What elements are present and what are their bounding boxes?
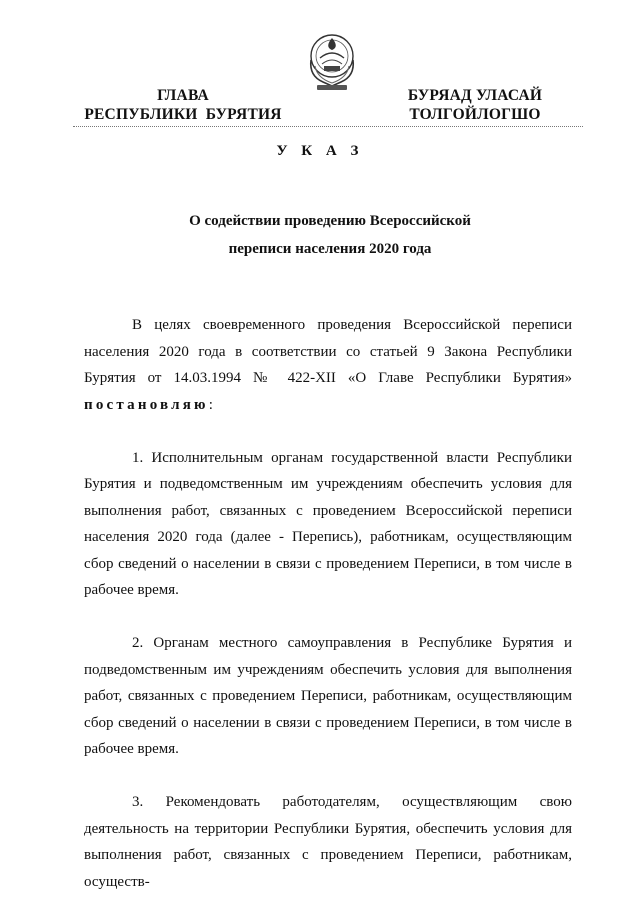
paragraph-1: 1. Исполнительным органам государственной власти Республики Бурятия и подведомственным им учреждениям обеспечить условия для выполнения работ, связанных с проведением Всероссийской переписи населения 2020 года (далее - Перепись), работникам, осуществляющим сбор сведений о населении в связи с проведением Переписи, в том числе в рабочее время. (84, 449, 572, 598)
document-body (84, 312, 572, 922)
header-left-line1: ГЛАВА (157, 87, 209, 104)
title-line2: переписи населения 2020 года (228, 241, 432, 257)
header-right-line1: БУРЯАД УЛАСАЙ (407, 87, 543, 104)
decree-verb: постановляю (84, 396, 209, 413)
paragraph-2: 2. Органам местного самоуправления в Республике Бурятия и подведомственным им учреждениям обеспечить условия для выполнения работ, связанных с проведением Переписи, работникам, осуществляющим сбор сведений о населении в связи с проведением Переписи, в том числе в рабочее время. (84, 635, 572, 757)
preamble-text: В целях своевременного проведения Всероссийской переписи населения 2020 года в соответствии со статьей 9 Закона Республики Бурятия от 14.03.1994 № 422-XII «О Главе Республики Бурятия» (84, 317, 572, 386)
header-divider (73, 126, 583, 127)
header-left-title (78, 86, 288, 124)
preamble-paragraph (84, 312, 572, 418)
document-type: У К А З (276, 143, 364, 159)
paragraph-3: 3. Рекомендовать работодателям, осуществляющим свою деятельность на территории Республики Бурятия, обеспечить условия для выполнения работ, связанных с проведением Переписи, работникам, осуществ- (84, 794, 572, 890)
header-right-line2: ТОЛГОЙЛОГШО (409, 106, 541, 123)
preamble-end: : (208, 396, 213, 413)
document-title (100, 207, 560, 263)
coat-of-arms-emblem (303, 26, 361, 96)
header-left-line2: РЕСПУБЛИКИ БУРЯТИЯ (84, 106, 282, 123)
header-right-title (380, 86, 570, 124)
title-line1: О содействии проведению Всероссийской (189, 213, 471, 229)
